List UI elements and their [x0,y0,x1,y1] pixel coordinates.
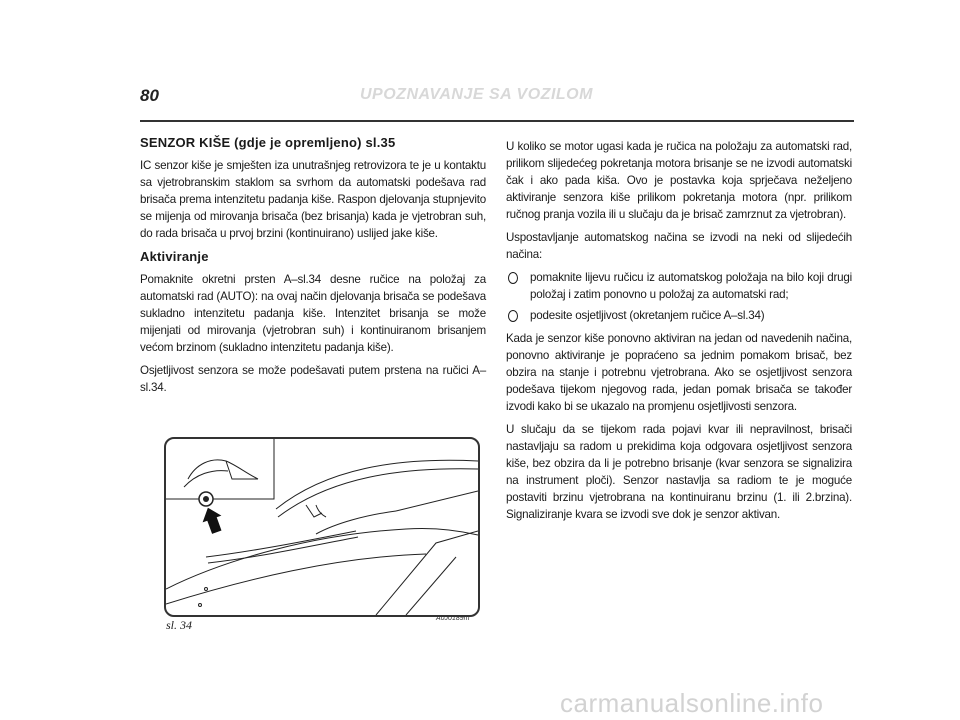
rain-sensor-description: IC senzor kiše je smješten iza unutrašnjeg retrovizora te je u kontaktu sa vjetrobranskim staklom sa svrhom da automatski podešava rad brisača prema intenzitetu padanja kiše. Raspon djelovanja stupnjevito se mijenja od mirovanja brisača (bez brisanja) kada je vjetrobran suh, do rada brisača u prvoj brzini (kontinuirano) uslijed jake kiše. [140,159,486,240]
rain-sensor-heading: SENZOR KIŠE (gdje je opremljeno) sl.35 [140,135,396,150]
restore-intro: Uspostavljanje automatskog načina se izvodi na neki od slijedećih načina: [506,231,852,261]
fault-paragraph: U slučaju da se tijekom rada pojavi kvar ili nepravilnost, brisači nastavljaju sa radom u prekidima koja odgovara osjetljivost senzora kiše, bez obzira da li je potrebno brisanje (kvar senzora se signalizira na instrument ploči). Senzor nastavlja sa radiom te je moguće postaviti brzinu vjetrobrana na kontinuiranu brzinu (1. ili 2.brzina). Signaliziranje kvara se izvodi sve dok je senzor aktivan. [506,423,852,521]
figure-windshield-sensor [164,437,480,617]
restore-methods-list [506,269,852,324]
activation-subheading: Aktiviranje [140,249,209,264]
list-item-text: pomaknite lijevu ručicu iz automatskog položaja na bilo koji drugi položaj i zatim ponovno u položaj za automatski rad; [530,271,852,301]
sensitivity-paragraph: Osjetljivost senzora se može podešavati putem prstena na ručici A–sl.34. [140,364,486,394]
page-number: 80 [140,86,159,105]
header-rule [140,120,854,122]
list-item [506,307,852,324]
watermark: carmanualsonline.info [560,688,824,718]
figure-code: A0J0189m [436,615,470,622]
reactivation-paragraph: Kada je senzor kiše ponovno aktiviran na jedan od navedenih načina, ponovno aktiviranje je popraćeno sa jednim pomakom brisač, bez obzira na stanje i potrebnu vjetrobrana. Ako se osjetljivost senzora podešava tijekom njegovog rada, jedan pomak brisača se također izvodi kako bi se ukazalo na promjenu osjetljivosti senzora. [506,332,852,413]
left-column [140,134,486,402]
activation-paragraph: Pomaknite okretni prsten A–sl.34 desne ručice na položaj za automatski rad (AUTO): na ovaj način djelovanja brisača se podešava sukladno intenzitetu padanja kiše. Intenzitet brisanja se može mijenjati od mirovanja (vjetrobran suh) i kontinuiranom brisanjem većom brzinom (sukladno intenzitetu padanja kiše). [140,273,486,354]
list-item [506,269,852,303]
sensor-knob-icon [199,492,213,506]
engine-off-paragraph: U koliko se motor ugasi kada je ručica na položaju za automatski rad, prilikom slijedećeg pokretanja motora brisanje se ne izvodi automatski čak i ako pada kiša. Ovo je postavka koja sprječava neželjeno aktiviranje senzora kiše prilikom pokretanja motora (npr. prilikom ručnog pranja vozila ili u slučaju da je brisač zamrznut za vjetrobran). [506,140,852,221]
pointer-arrow-icon [198,504,226,535]
list-item-text: podesite osjetljivost (okretanjem ručice A–sl.34) [530,309,765,322]
windshield-illustration [166,439,478,615]
bullet-icon [508,272,518,284]
right-column [506,138,852,529]
section-title: UPOZNAVANJE SA VOZILOM [360,86,593,103]
figure-caption: sl. 34 [166,618,193,632]
bullet-icon [508,310,518,322]
